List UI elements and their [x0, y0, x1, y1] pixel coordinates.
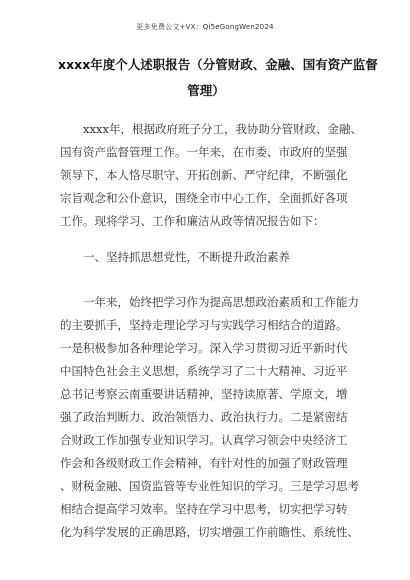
title-line-1: xxxx年度个人述职报告（分管财政、金融、国有资产监督 — [58, 57, 378, 72]
text-line: 的主要抓手，坚持走理论学习与实践学习相结合的道路。 — [60, 318, 348, 332]
text-line: 领导下，本人恪尽职守、开拓创新、严守纪律，不断强化 — [60, 168, 348, 182]
section-heading-text: 一、坚持抓思想党性，不断提升政治素养 — [60, 250, 290, 264]
text-line: 强了政治判断力、政治领悟力、政治执行力。二是紧密结 — [60, 410, 348, 424]
title-line-2: 管理） — [187, 83, 225, 98]
paragraph-study — [60, 291, 359, 544]
paragraph-intro — [60, 118, 362, 233]
text-line: 总书记考察云南重要讲话精神，坚持读原著、学原文，增 — [60, 387, 348, 401]
header-note: 更多免费公文+VX：Qi5eGongWen2024 — [136, 23, 274, 31]
text-line: 、财税金融、国资监管等专业性知识的学习。三是学习思考 — [60, 479, 359, 493]
section-heading-1 — [60, 246, 352, 269]
text-line: 工作。现将学习、工作和廉洁从政等情况报告如下： — [60, 214, 325, 228]
document-title — [58, 52, 378, 104]
text-line: 合财政工作加强专业知识学习。认真学习领会中央经济工 — [60, 433, 348, 447]
text-line: 国有资产监督管理工作。一年来，在市委、市政府的坚强 — [60, 145, 348, 159]
text-line: 一是积极参加各种理论学习。深入学习贯彻习近平新时代 — [60, 341, 348, 355]
text-line: xxxx年，根据政府班子分工，我协助分管财政、金融、 — [60, 122, 362, 136]
text-line: 宗旨观念和公仆意识，围绕全市中心工作，全面抓好各项 — [60, 191, 348, 205]
text-line: 中国特色社会主义思想，系统学习了二十大精神、习近平 — [60, 364, 348, 378]
text-line: 化为科学发展的正确思路，切实增强工作前瞻性、系统性、 — [60, 525, 359, 539]
text-line: 相结合提高学习效率。坚持在学习中思考，切实把学习转 — [60, 502, 348, 516]
text-line: 作会和各级财政工作会精神，有针对性的加强了财政管理 — [60, 456, 348, 470]
text-line: 一年来，始终把学习作为提高思想政治素质和工作能力 — [60, 295, 359, 309]
